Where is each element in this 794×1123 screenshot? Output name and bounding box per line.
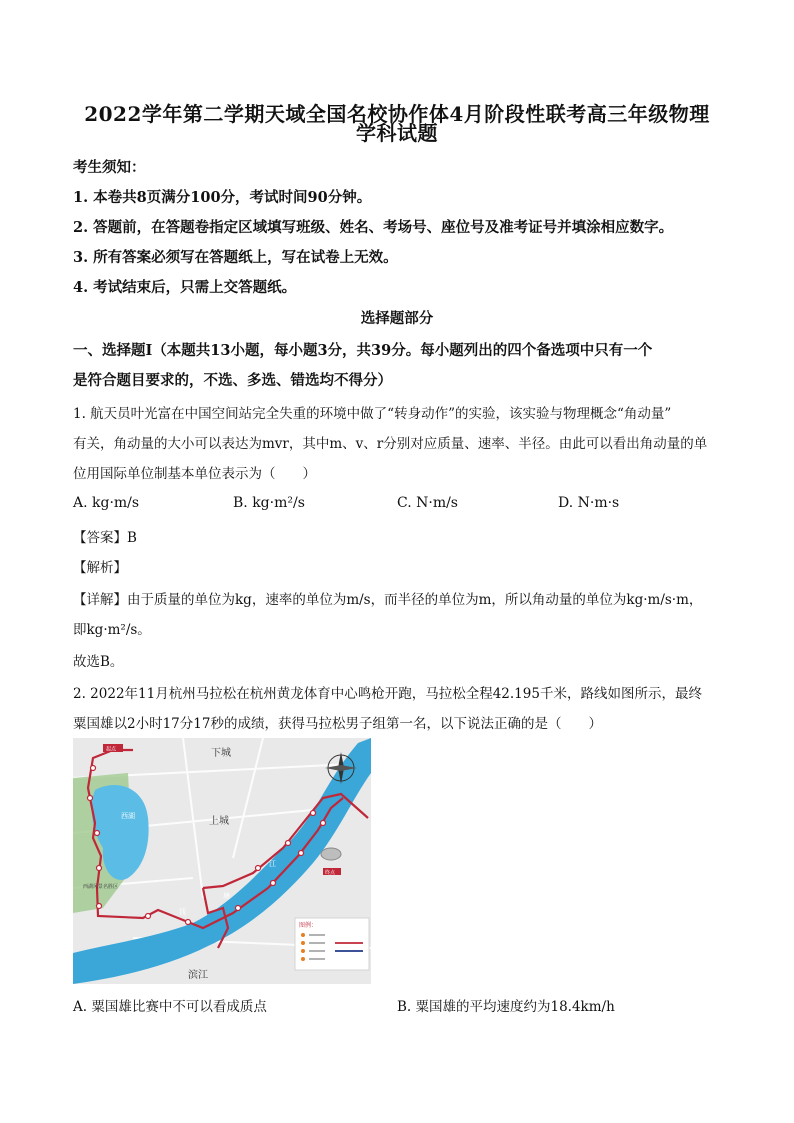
finish-label: 终点: [325, 870, 336, 876]
exam-title: 2022学年第二学期天域全国名校协作体4月阶段性联考高三年级物理: [84, 102, 710, 126]
start-label: 起点: [106, 746, 117, 753]
marathon-route-map: [73, 738, 371, 984]
notice-item: 3. 所有答案必须写在答题纸上，写在试卷上无效。: [73, 249, 398, 266]
part1-instructions: 一、选择题Ⅰ（本题共13小题，每小题3分，共39分。每小题列出的四个备选项中只有一个: [73, 342, 653, 359]
notice-item: 1. 本卷共8页满分100分，考试时间90分钟。: [73, 189, 372, 206]
district-shangcheng: 上城: [209, 816, 229, 827]
notice-item: 4. 考试结束后，只需上交答题纸。: [73, 279, 297, 296]
q2-stem: 2. 2022年11月杭州马拉松在杭州黄龙体育中心鸣枪开跑，马拉松全程42.195千米，路线如图所示，最终: [73, 686, 702, 702]
q2-stem-cont: 粟国雄以2小时17分17秒的成绩，获得马拉松男子组第一名，以下说法正确的是（ ）: [73, 716, 602, 732]
district-xiacheng: 下城: [211, 748, 231, 759]
q1-option-b: B. kg·m²/s: [233, 495, 305, 511]
river-label-1: 钱: [179, 908, 186, 916]
q1-analysis: 【解析】: [73, 560, 127, 576]
lake-label: 西湖: [121, 812, 135, 820]
q1-stem-end: 位用国际单位制基本单位表示为（ ）: [73, 466, 316, 482]
section-heading: 选择题部分: [360, 310, 434, 327]
river-label-3: 江: [269, 860, 276, 868]
q1-stem-cont: 有关，角动量的大小可以表达为mvr，其中m、v、r分别对应质量、速率、半径。由此可以看出角动量的单: [73, 436, 708, 452]
q1-option-a: A. kg·m/s: [73, 495, 140, 511]
q2-option-a: A. 粟国雄比赛中不可以看成质点: [73, 999, 267, 1015]
map-legend: [295, 918, 369, 970]
q1-option-c: C. N·m/s: [397, 495, 458, 511]
q2-option-b: B. 粟国雄的平均速度约为18.4km/h: [397, 999, 615, 1015]
q1-stem: 1. 航天员叶光富在中国空间站完全失重的环境中做了“转身动作”的实验，该实验与物理概念“角动量”: [73, 406, 672, 422]
q1-conclusion: 故选B。: [73, 654, 124, 670]
river-label-2: 塘: [223, 892, 230, 900]
scenic-area-label: 西湖风景名胜区: [83, 884, 119, 890]
q1-detail-cont: 即kg·m²/s。: [73, 622, 151, 638]
notice-heading: 考生须知：: [73, 159, 146, 176]
q1-option-d: D. N·m·s: [558, 495, 620, 511]
district-binjiang: 滨江: [188, 970, 208, 981]
q1-answer: 【答案】B: [73, 530, 137, 546]
legend-title: 图例：: [299, 922, 318, 929]
notice-item: 2. 答题前，在答题卷指定区域填写班级、姓名、考场号、座位号及准考证号并填涂相应数字。: [73, 219, 674, 236]
part1-instructions-cont: 是符合题目要求的，不选、多选、错选均不得分）: [73, 372, 392, 389]
exam-subtitle: 学科试题: [356, 121, 438, 145]
q1-detail: 【详解】由于质量的单位为kg，速率的单位为m/s，而半径的单位为m，所以角动量的单位为kg·m/s·m，: [73, 592, 703, 608]
